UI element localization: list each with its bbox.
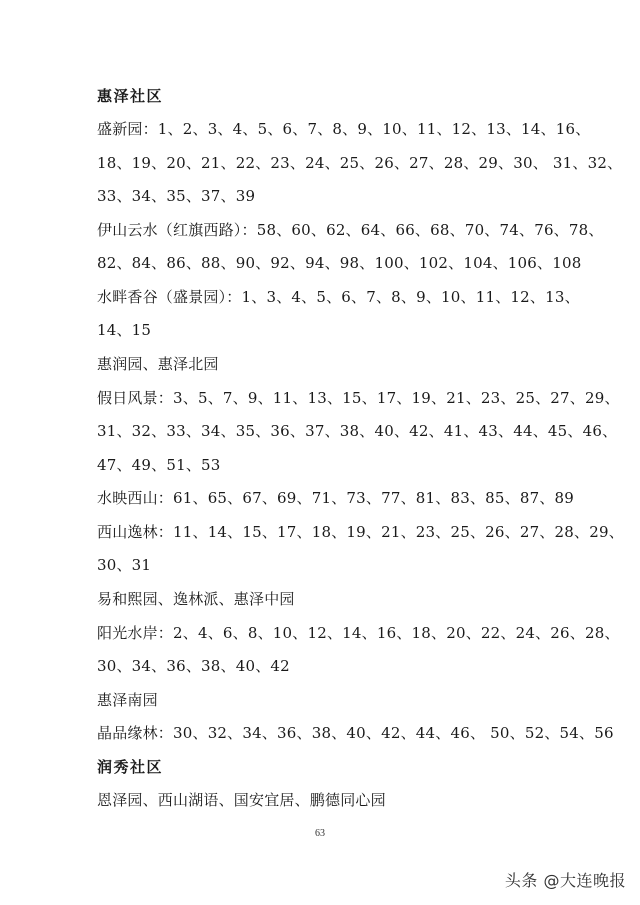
text-line: 易和熙园、逸林派、惠泽中园 <box>97 590 295 608</box>
text-line: 82、84、86、88、90、92、94、98、100、102、104、106、108 <box>97 254 582 272</box>
text-line: 14、15 <box>97 321 152 339</box>
page-number: 63 <box>315 828 325 839</box>
text-line: 盛新园：1、2、3、4、5、6、7、8、9、10、11、12、13、14、16、 <box>97 120 591 138</box>
text-line: 47、49、51、53 <box>97 456 221 474</box>
text-line: 西山逸林：11、14、15、17、18、19、21、23、25、26、27、28、29、 <box>97 523 624 541</box>
text-line: 伊山云水（红旗西路）：58、60、62、64、66、68、70、74、76、78、 <box>97 221 604 239</box>
text-line: 33、34、35、37、39 <box>97 187 256 205</box>
text-line: 惠泽南园 <box>97 691 158 709</box>
text-line: 18、19、20、21、22、23、24、25、26、27、28、29、30、 31、32、 <box>97 154 623 172</box>
text-line: 阳光水岸：2、4、6、8、10、12、14、16、18、20、22、24、26、28、 <box>97 624 620 642</box>
text-line: 31、32、33、34、35、36、37、38、40、42、41、43、44、45、46、 <box>97 422 618 440</box>
section-heading: 惠泽社区 <box>97 87 164 105</box>
text-line: 30、31 <box>97 556 152 574</box>
text-line: 水映西山：61、65、67、69、71、73、77、81、83、85、87、89 <box>97 489 575 507</box>
text-line: 30、34、36、38、40、42 <box>97 657 290 675</box>
text-line: 水畔香谷（盛景园）：1、3、4、5、6、7、8、9、10、11、12、13、 <box>97 288 580 306</box>
watermark: 头条 @大连晚报 <box>504 871 626 890</box>
text-line: 晶品缘林：30、32、34、36、38、40、42、44、46、 50、52、54、56 <box>97 724 614 742</box>
text-line: 恩泽园、西山湖语、国安宜居、鹏德同心园 <box>97 791 386 809</box>
text-line: 假日风景：3、5、7、9、11、13、15、17、19、21、23、25、27、29、 <box>97 389 620 407</box>
text-line: 惠润园、惠泽北园 <box>97 355 219 373</box>
section-heading: 润秀社区 <box>97 758 164 776</box>
